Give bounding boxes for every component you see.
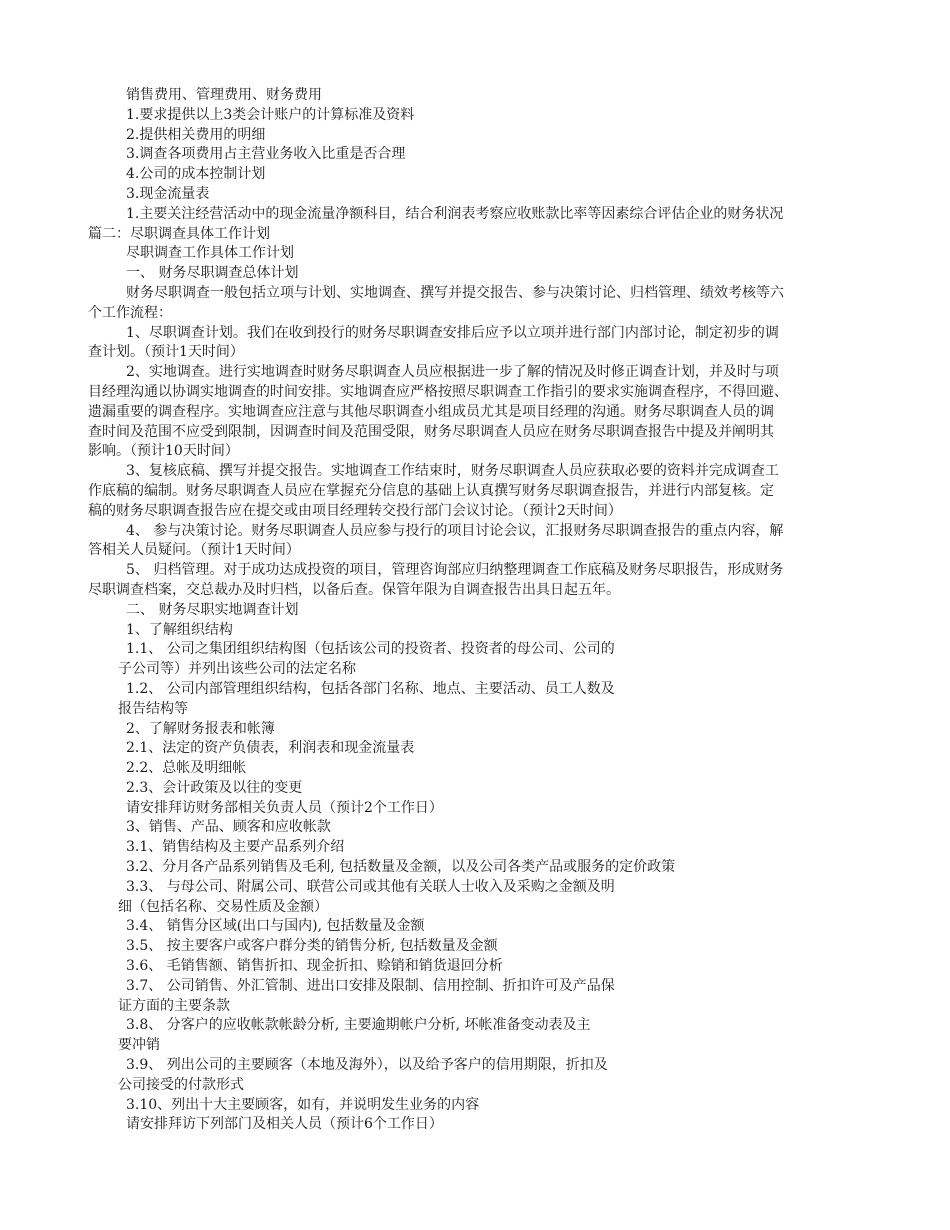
text-line: 答相关人员疑问。（预计1天时间） — [88, 542, 300, 559]
text-line: 2、实地调查。进行实地调查时财务尽职调查人员应根据进一步了解的情况及时修正调查计划，并及时与项 — [126, 364, 779, 381]
text-line: 1、了解组织结构 — [126, 621, 233, 638]
text-line: 1.1、 公司之集团组织结构图（包括该公司的投资者、投资者的母公司、公司的 — [126, 641, 615, 658]
text-line: 2.1、法定的资产负债表，利润表和现金流量表 — [126, 740, 415, 757]
text-line: 3、销售、产品、顾客和应收帐款 — [126, 819, 331, 836]
text-line: 稿的财务尽职调查报告应在提交或由项目经理转交投行部门会议讨论。（预计2天时间） — [88, 502, 622, 519]
text-line: 2.2、总帐及明细帐 — [126, 760, 247, 777]
text-line: 尽职调查档案，交总裁办及时归档，以备后查。保管年限为自调查报告出具日起五年。 — [88, 581, 620, 598]
text-line: 3.10、列出十大主要顾客，如有，并说明发生业务的内容 — [126, 1096, 480, 1113]
text-line: 财务尽职调查一般包括立项与计划、实地调查、撰写并提交报告、参与决策讨论、归档管理、绩效考核等六 — [126, 284, 784, 301]
text-line: 细（包括名称、交易性质及金额） — [118, 898, 328, 915]
text-line: 个工作流程： — [88, 304, 172, 321]
text-line: 2.3、会计政策及以往的变更 — [126, 779, 303, 796]
text-line: 查时间及范围不应受到限制，因调查时间及范围受限，财务尽职调查人员应在财务尽职调查报告中提及并阐明其 — [88, 423, 774, 440]
text-line: 3.1、销售结构及主要产品系列介绍 — [126, 839, 345, 856]
text-line: 3.9、 列出公司的主要顾客（本地及海外），以及给予客户的信用期限，折扣及 — [126, 1057, 608, 1074]
text-line: 请安排拜访下列部门及相关人员（预计6个工作日） — [126, 1116, 443, 1133]
text-line: 遗漏重要的调查程序。实地调查应注意与其他尽职调查小组成员尤其是项目经理的沟通。财务尽职调查人员的调 — [88, 403, 774, 420]
text-line: 影响。（预计10天时间） — [88, 443, 239, 460]
text-line: 公司接受的付款形式 — [118, 1076, 244, 1093]
text-line: 尽职调查工作具体工作计划 — [126, 245, 294, 262]
text-line: 3.4、 销售分区域(出口与国内), 包括数量及金额 — [126, 918, 425, 935]
text-line: 3.6、 毛销售额、销售折扣、现金折扣、赊销和销货退回分析 — [126, 958, 503, 975]
text-line: 2、了解财务报表和帐簿 — [126, 720, 275, 737]
text-line: 5、 归档管理。对于成功达成投资的项目，管理咨询部应归纳整理调查工作底稿及财务尽职报告，形成财务 — [126, 562, 784, 579]
document-body — [88, 86, 860, 1135]
text-line: 目经理沟通以协调实地调查的时间安排。实地调查应严格按照尽职调查工作指引的要求实施调查程序，不得回避、 — [88, 383, 788, 400]
text-line: 4、 参与决策讨论。财务尽职调查人员应参与投行的项目讨论会议，汇报财务尽职调查报告的重点内容，解 — [126, 522, 784, 539]
text-line: 报告结构等 — [118, 700, 188, 717]
text-line: 二、 财务尽职实地调查计划 — [126, 601, 299, 618]
text-line: 子公司等）并列出该些公司的法定名称 — [118, 661, 356, 678]
text-line: 销售费用、管理费用、财务费用 — [126, 87, 322, 103]
text-line: 3.8、 分客户的应收帐款帐龄分析, 主要逾期帐户分析, 坏帐准备变动表及主 — [126, 1017, 591, 1034]
text-line: 作底稿的编制。财务尽职调查人员应在掌握充分信息的基础上认真撰写财务尽职调查报告，并进行内部复核。定 — [88, 482, 774, 499]
text-line: 2.提供相关费用的明细 — [126, 126, 266, 143]
text-line: 请安排拜访财务部相关负责人员（预计2个工作日） — [126, 799, 443, 816]
text-line: 证方面的主要条款 — [118, 997, 230, 1014]
text-line: 1、尽职调查计划。我们在收到投行的财务尽职调查安排后应予以立项并进行部门内部讨论，制定初步的调 — [126, 324, 779, 341]
text-line: 3.调查各项费用占主营业务收入比重是否合理 — [126, 146, 406, 163]
text-line: 3、复核底稿、撰写并提交报告。实地调查工作结束时，财务尽职调查人员应获取必要的资料并完成调查工 — [126, 463, 779, 480]
text-line: 4.公司的成本控制计划 — [126, 166, 266, 183]
text-line: 要冲销 — [118, 1037, 160, 1054]
text-line: 篇二：尽职调查具体工作计划 — [88, 225, 270, 242]
text-line: 3.现金流量表 — [126, 185, 210, 202]
text-line: 3.5、 按主要客户或客户群分类的销售分析, 包括数量及金额 — [126, 938, 498, 955]
text-line: 3.7、 公司销售、外汇管制、进出口安排及限制、信用控制、折扣许可及产品保 — [126, 977, 615, 994]
text-line: 3.3、 与母公司、附属公司、联营公司或其他有关联人士收入及采购之金额及明 — [126, 878, 615, 895]
text-line: 一、 财务尽职调查总体计划 — [126, 265, 299, 282]
text-line: 1.要求提供以上3类会计账户的计算标准及资料 — [126, 106, 415, 123]
text-line: 1.主要关注经营活动中的现金流量净额科目，结合利润表考察应收账款比率等因素综合评估企业的财务状况 — [126, 205, 784, 222]
text-line: 查计划。（预计1天时间） — [88, 344, 244, 361]
text-line: 1.2、 公司内部管理组织结构，包括各部门名称、地点、主要活动、员工人数及 — [126, 680, 615, 697]
text-line: 3.2、分月各产品系列销售及毛利, 包括数量及金额，以及公司各类产品或服务的定价政策 — [126, 859, 676, 876]
